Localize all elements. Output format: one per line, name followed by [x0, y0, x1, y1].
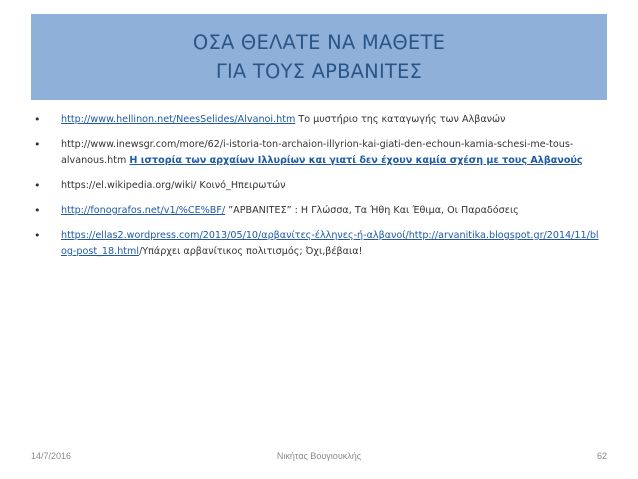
bullet-text: ”ΑΡΒΑΝΙΤΕΣ” : Η Γλώσσα, Τα Ήθη Και Έθιμα, Οι Παραδόσεις	[225, 205, 519, 216]
bullet-dot: •	[34, 138, 41, 151]
bullet-item	[34, 137, 604, 169]
slide-footer	[31, 451, 607, 465]
bullet-list	[34, 112, 604, 269]
bullet-dot: •	[34, 179, 41, 192]
slide-title-line-2: ΓΙΑ ΤΟΥΣ ΑΡΒΑΝΙΤΕΣ	[215, 60, 423, 83]
footer-date: 14/7/2016	[31, 451, 72, 461]
ellas2-arvanitika-link[interactable]: https://ellas2.wordpress.com/2013/05/10/αρβανίτες-έλληνες-ή-αλβανοί/http://arvanitika.blogspot.gr/2014/11/blog-post_18.html	[61, 230, 599, 257]
bullet-item	[34, 228, 604, 260]
bullet-text: https://el.wikipedia.org/wiki/ Κοινό_Ηπειρωτών	[61, 180, 286, 191]
bullet-item	[34, 112, 604, 128]
bullet-text: /Υπάρχει αρβανίτικος πολιτισμός; Όχι,βέβαια!	[139, 246, 363, 257]
title-banner	[31, 14, 607, 100]
bullet-item	[34, 203, 604, 219]
bullet-item	[34, 178, 604, 194]
hellinon-link[interactable]: http://www.hellinon.net/NeesSelides/Alvanoi.htm	[61, 114, 296, 125]
slide-title-line-1: ΟΣΑ ΘΕΛΑΤΕ ΝΑ ΜΑΘΕΤΕ	[192, 31, 446, 54]
bullet-dot: •	[34, 204, 41, 217]
page-number: 62	[596, 451, 607, 461]
illyrians-history-link[interactable]: Η ιστορία των αρχαίων Ιλλυρίων και γιατί δεν έχουν καμία σχέση με τους Αλβανούς	[129, 155, 583, 166]
fonografos-link[interactable]: http://fonografos.net/v1/%CE%BF/	[61, 205, 226, 216]
footer-author: Νικήτας Βουγιουκλής	[276, 451, 362, 461]
bullet-text: http://www.inewsgr.com/more/62/i-istoria-ton-archaion-illyrion-kai-giati-den-echoun-kamia-schesi-me-tous-alvanous.htm	[61, 139, 574, 166]
bullet-text: Το μυστήριο της καταγωγής των Αλβανών	[295, 114, 506, 125]
bullet-dot: •	[34, 113, 41, 126]
bullet-dot: •	[34, 229, 41, 242]
